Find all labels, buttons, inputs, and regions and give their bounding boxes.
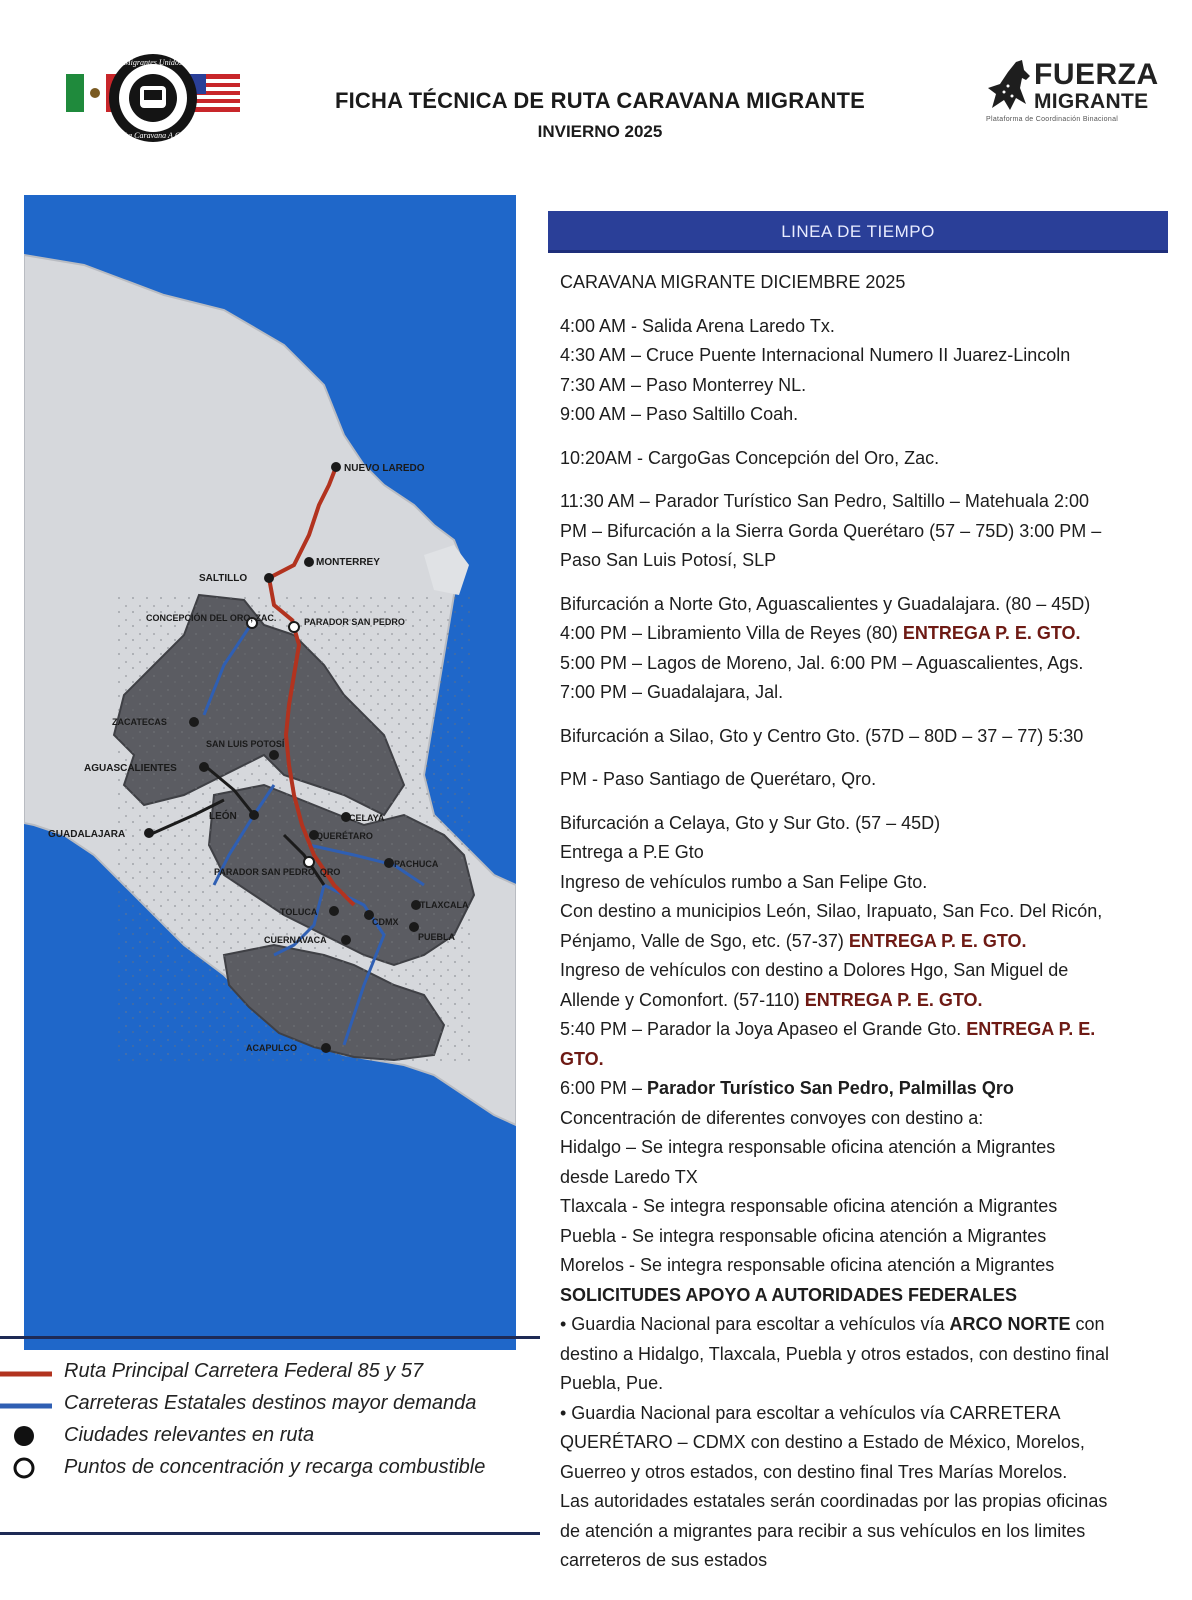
timeline-text: • Guardia Nacional para escoltar a vehículos vía [560,1314,950,1334]
bold-location: Parador Turístico San Pedro, Palmillas Qro [647,1078,1014,1098]
map-label-cdmx: CDMX [372,917,399,927]
timeline-line [560,986,1180,1016]
title-block [280,88,920,142]
fuerza-migrante-logo [986,56,1166,136]
page-title: FICHA TÉCNICA DE RUTA CARAVANA MIGRANTE [334,88,866,113]
migrantes-unidos-logo [64,52,242,144]
timeline-line: Puebla, Pue. [560,1373,664,1393]
timeline-line: 7:00 PM – Guadalajara, Jal. [560,682,784,702]
timeline-line: destino a Hidalgo, Tlaxcala, Puebla y otros estados, con destino final [560,1343,1109,1364]
timeline-line: Ingreso de vehículos rumbo a San Felipe Gto. [560,871,928,892]
timeline-line: Morelos - Se integra responsable oficina atención a Migrantes [560,1255,1055,1275]
timeline-text: con [1070,1314,1105,1334]
timeline-line: 4:00 AM - Salida Arena Laredo Tx. [560,315,835,336]
timeline-subtitle: CARAVANA MIGRANTE DICIEMBRE 2025 [560,272,906,292]
map-label-cuernavaca: CUERNAVACA [264,935,327,945]
map-label-san-luis: SAN LUIS POTOSÍ [206,739,285,749]
entrega-highlight: ENTREGA P. E. GTO. [848,930,1027,951]
timeline-line [560,1074,1180,1104]
timeline-line: Bifurcación a Norte Gto, Aguascalientes y Guadalajara. (80 – 45D) [560,593,1091,614]
map-label-toluca: TOLUCA [280,907,318,917]
timeline-line: 10:20AM - CargoGas Concepción del Oro, Zac. [560,447,940,468]
entrega-highlight: ENTREGA P. E. [966,1019,1096,1039]
timeline-text: 4:00 PM – Libramiento Villa de Reyes (80) [560,623,903,643]
timeline-text: Pénjamo, Valle de Sgo, etc. (57-37) [560,930,849,951]
timeline-line: 9:00 AM – Paso Saltillo Coah. [560,404,799,424]
brand-name-line2: MIGRANTE [1034,90,1149,113]
red-route-line-icon [0,1364,56,1384]
entrega-highlight: GTO. [560,1048,604,1069]
timeline-line: 11:30 AM – Parador Turístico San Pedro, Saltillo – Matehuala 2:00 [560,491,1089,511]
timeline-line: Las autoridades estatales serán coordinadas por las propias oficinas [560,1491,1108,1511]
map-label-celaya: CELAYA [349,813,385,823]
timeline-line: desde Laredo TX [560,1166,698,1187]
bold-road: ARCO NORTE [949,1314,1071,1334]
timeline-line [560,1015,1180,1045]
brand-name-line1: FUERZA [1034,58,1159,91]
filled-marker-icon [12,1424,68,1448]
map-label-pachuca: PACHUCA [394,859,439,869]
entrega-highlight: ENTREGA P. E. GTO. [804,989,983,1010]
wolf-icon [986,58,1034,116]
left-logo-top-text: Migrantes Unidos [124,58,182,67]
timeline-line: 7:30 AM – Paso Monterrey NL. [560,374,807,395]
timeline-text: 5:40 PM – Parador la Joya Apaseo el Grande Gto. [560,1019,967,1039]
blue-road-line-icon [0,1396,56,1416]
timeline-line: Ingreso de vehículos con destino a Dolores Hgo, San Miguel de [560,960,1069,980]
timeline-line [560,619,1180,649]
timeline-line: • Guardia Nacional para escoltar a vehículos vía CARRETERA [560,1402,1061,1423]
brand-tagline: Plataforma de Coordinación Binacional [986,116,1119,123]
map-legend [0,1360,540,1510]
legend-label-state-roads: Carreteras Estatales destinos mayor demanda [64,1392,477,1414]
map-label-monterrey: MONTERREY [316,557,380,568]
timeline-line: Con destino a municipios León, Silao, Irapuato, San Fco. Del Ricón, [560,901,1103,921]
legend-top-divider [0,1336,540,1339]
timeline-line: QUERÉTARO – CDMX con destino a Estado de México, Morelos, [560,1432,1085,1452]
timeline-line: Entrega a P.E Gto [560,842,704,862]
map-label-acapulco: ACAPULCO [246,1043,297,1053]
timeline-line [560,1045,1180,1075]
route-map [24,195,516,1350]
section-heading: SOLICITUDES APOYO A AUTORIDADES FEDERALES [560,1284,1018,1305]
timeline-line: Bifurcación a Celaya, Gto y Sur Gto. (57 – 45D) [560,812,941,833]
map-label-leon: LEÓN [209,811,237,822]
page-subtitle: INVIERNO 2025 [537,122,663,141]
timeline-line: 5:00 PM – Lagos de Moreno, Jal. 6:00 PM – Aguascalientes, Ags. [560,652,1084,673]
map-label-tlaxcala: TLAXCALA [420,900,469,910]
map-label-concepcion: CONCEPCIÓN DEL ORO, ZAC. [146,613,277,623]
timeline-line: Guerreo y otros estados, con destino final Tres Marías Morelos. [560,1461,1068,1482]
map-label-parador: PARADOR SAN PEDRO [304,617,405,627]
timeline-line: Bifurcación a Silao, Gto y Centro Gto. (57D – 80D – 37 – 77) 5:30 [560,725,1084,746]
timeline-line: PM - Paso Santiago de Querétaro, Qro. [560,769,877,789]
map-label-zacatecas: ZACATECAS [112,717,167,727]
map-label-guadalajara: GUADALAJARA [48,829,126,840]
left-logo-bottom-text: La Caravana A.C. [123,131,183,140]
timeline-line: carreteros de sus estados [560,1550,768,1570]
timeline-line: Paso San Luis Potosí, SLP [560,550,777,570]
legend-label-main-route: Ruta Principal Carretera Federal 85 y 57 [64,1360,424,1382]
map-label-palmillas: PARADOR SAN PEDRO, QRO [214,867,341,877]
timeline-line: Tlaxcala - Se integra responsable oficina atención a Migrantes [560,1196,1058,1216]
timeline-line: Puebla - Se integra responsable oficina atención a Migrantes [560,1225,1047,1246]
map-label-nuevo-laredo: NUEVO LAREDO [344,463,425,474]
timeline-line [560,927,1180,957]
legend-label-cities: Ciudades relevantes en ruta [64,1424,315,1446]
legend-bottom-divider [0,1532,540,1535]
map-label-queretaro: QUERÉTARO [316,831,373,841]
timeline-line: 4:30 AM – Cruce Puente Internacional Numero II Juarez-Lincoln [560,345,1071,365]
timeline-body [560,268,1180,1576]
timeline-line: de atención a migrantes para recibir a sus vehículos en los limites [560,1520,1086,1541]
timeline-header: LINEA DE TIEMPO [548,211,1168,253]
map-label-saltillo: SALTILLO [199,573,248,584]
timeline-line: Concentración de diferentes convoyes con destino a: [560,1107,984,1128]
timeline-line [560,1310,1180,1340]
entrega-highlight: ENTREGA P. E. GTO. [902,623,1081,643]
timeline-line: Hidalgo – Se integra responsable oficina atención a Migrantes [560,1137,1056,1157]
map-label-puebla: PUEBLA [418,932,456,942]
legend-label-concentration: Puntos de concentración y recarga combustible [64,1456,486,1478]
map-label-aguascalientes: AGUASCALIENTES [84,763,177,774]
timeline-text: 6:00 PM – [560,1078,648,1098]
timeline-text: Allende y Comonfort. (57-110) [560,989,805,1010]
timeline-line: PM – Bifurcación a la Sierra Gorda Querétaro (57 – 75D) 3:00 PM – [560,520,1102,541]
hollow-marker-icon [12,1456,68,1480]
